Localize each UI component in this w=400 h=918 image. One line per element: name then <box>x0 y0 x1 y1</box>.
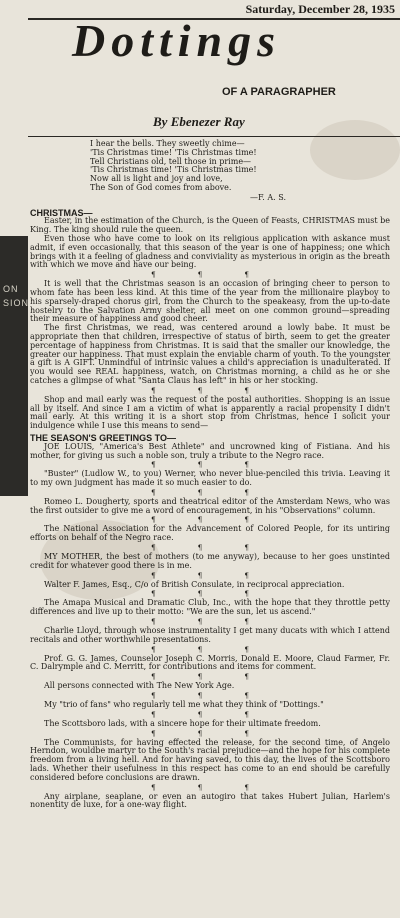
poem-signature: —F. A. S. <box>250 192 286 202</box>
paragraph-separator: ¶ ¶ ¶ <box>151 461 269 470</box>
poem-line: 'Tis Christmas time! 'Tis Christmas time! <box>90 147 257 157</box>
paragraph-separator: ¶ ¶ ¶ <box>151 710 269 719</box>
poem-line: The Son of God comes from above. <box>90 182 232 192</box>
paragraph-separator: ¶ ¶ ¶ <box>151 271 269 280</box>
paragraph-separator: ¶ ¶ ¶ <box>151 516 269 525</box>
paragraph-separator: ¶ ¶ ¶ <box>151 692 269 701</box>
adjacent-fragment: SION <box>3 298 30 308</box>
greeting-item: Walter F. James, Esq., C/o of British Consulate, in reciprocal appreciation. <box>44 579 345 589</box>
byline: By Ebenezer Ray <box>153 114 245 129</box>
poem-line: I hear the bells. They sweetly chime— <box>90 139 245 148</box>
section-heading-greetings: THE SEASON'S GREETINGS TO— <box>30 432 176 443</box>
poem-line: Now all is light and joy and love, <box>90 174 223 184</box>
greeting-item: "Buster" (Ludlow W., to you) Werner, who never blue-penciled this trivia. Leaving it to my own judgment has made it so much easier to do. <box>30 469 390 488</box>
paragraph-separator: ¶ ¶ ¶ <box>151 618 269 627</box>
greeting-item: The Communists, for having effected the release, for the second time, of Angelo Herndon, wouldbe martyr to the South's racial prejudice—and the hope for his complete freedom from a living hell. And for having saved, to this day, the lives of the Scottsboro lads. Whether their usefulness in this respect has come to an end should be carefully considered before conclusions are drawn. <box>30 737 390 782</box>
poem-line: Tell Christians old, tell those in prime— <box>90 156 252 166</box>
paragraph-separator: ¶ ¶ ¶ <box>151 645 269 654</box>
column-title: Dottings <box>72 15 282 66</box>
paragraph-separator: ¶ ¶ ¶ <box>151 571 269 580</box>
paragraph-separator: ¶ ¶ ¶ <box>151 386 269 395</box>
paragraph: Even those who have come to look on its religious application with askance must admit, if even occasionally, that this season of the year is one of happiness; one which brings with it a feeling of gladness and conviviality as mysterious in origin as the breath with which we move and have our being. <box>30 233 390 270</box>
greeting-item: My "trio of fans" who regularly tell me what they think of "Dottings." <box>44 700 324 710</box>
greeting-item: Charlie Lloyd, through whose instrumentality I get many ducats with which I attend recitals and other worthwhile presentations. <box>30 626 390 644</box>
paragraph: The first Christmas, we read, was centered around a lowly babe. It must be appropriate then that children, irrespective of status of birth, seem to get the greater percentage of happiness from Christmas. It is said that the smaller our knowledge, the greater our happiness. That must explain the enviable charm of youth. To the youngster a gift is A GIFT. Unmindful of intrinsic values a child's appreciation is unadulterated. If you would see REAL happiness, watch, on Christmas morning, a child as he or she catches a glimpse of what "Santa Claus has left" in his or her stocking. <box>30 323 390 385</box>
greeting-item: The National Association for the Advancement of Colored People, for its untiring efforts on behalf of the Negro race. <box>30 524 390 543</box>
column-subtitle: OF A PARAGRAPHER <box>222 86 336 98</box>
greeting-item: Romeo L. Dougherty, sports and theatrical editor of the Amsterdam News, who was the first outsider to give me a word of encouragement, in his "Observations" column. <box>30 496 390 515</box>
greeting-item: All persons connected with The New York Age. <box>44 681 235 691</box>
greeting-item: The Scottsboro lads, with a sincere hope for their ultimate freedom. <box>44 718 321 728</box>
section-heading-christmas: CHRISTMAS— <box>30 207 93 218</box>
paragraph-separator: ¶ ¶ ¶ <box>151 488 269 497</box>
paragraph-separator: ¶ ¶ ¶ <box>151 544 269 553</box>
paragraph-separator: ¶ ¶ ¶ <box>151 783 269 792</box>
paragraph-separator: ¶ ¶ ¶ <box>151 729 269 738</box>
greeting-item: Any airplane, seaplane, or even an autogiro that takes Hubert Julian, Harlem's nonentity de luxe, for a one-way flight. <box>30 791 390 810</box>
paragraph-separator: ¶ ¶ ¶ <box>151 673 269 682</box>
greeting-item: The Amapa Musical and Dramatic Club, Inc., with the hope that they throttle petty differences and live up to their motto: "We are the sun, let us ascend." <box>30 598 390 617</box>
paragraph: Shop and mail early was the request of the postal authorities. Shopping is an issue all by itself. And since I am a victim of what is apparently a racial propensity I didn't mail early. At this writing it is a short stop from Christmas, hence I solicit your indulgence while I use this means to send— <box>30 394 390 431</box>
greeting-item: MY MOTHER, the best of mothers (to me anyway), because to her goes unstinted credit for whatever good there is in me. <box>30 552 390 570</box>
adjacent-column-image <box>0 236 28 496</box>
header-rule <box>28 136 400 137</box>
adjacent-fragment: ON <box>3 284 19 294</box>
poem <box>90 140 390 203</box>
greeting-item: Prof. G. G. James, Counselor Joseph C. Morris, Donald E. Moore, Claud Farmer, Fr. C. Dalrymple and C. Merritt, for contributions and items for comment. <box>30 653 390 672</box>
paragraph: It is well that the Christmas season is an occasion of bringing cheer to person to whom fate has been less kind. At this time of the year from the millionaire playboy to his sparsely-draped chorus girl, from the Church to the speakeasy, from the up-to-date hostelry to the Salvation Army shelter, all meet on one common ground—spreading their measure of happiness and good cheer. <box>30 279 390 324</box>
greeting-item: JOE LOUIS, "America's Best Athlete" and uncrowned king of Fistiana. And his mother, for giving us such a noble son, truly a tribute to the Negro race. <box>30 441 390 460</box>
paragraph-separator: ¶ ¶ ¶ <box>151 590 269 599</box>
dateline: Saturday, December 28, 1935 <box>245 2 395 16</box>
paragraph: Easter, in the estimation of the Church, is the Queen of Feasts, CHRISTMAS must be King. The king should rule the queen. <box>30 216 390 235</box>
article-body <box>30 140 390 810</box>
poem-line: 'Tis Christmas time! 'Tis Christmas time! <box>90 165 257 175</box>
